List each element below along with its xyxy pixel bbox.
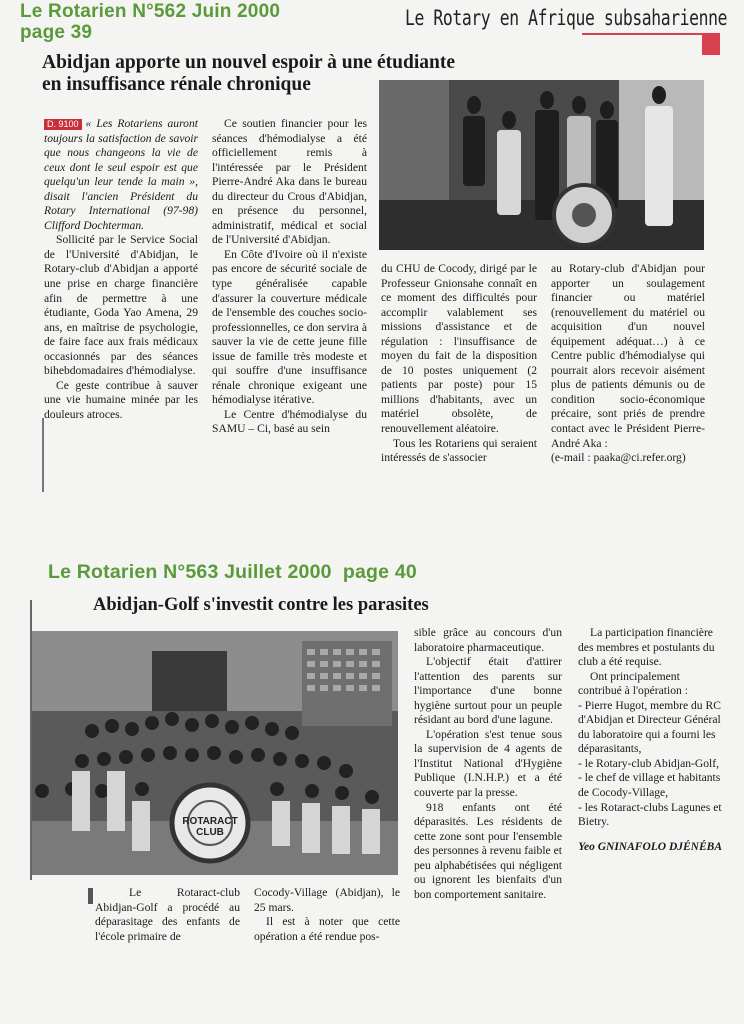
contributor-item: - Pierre Hugot, membre du RC d'Abidjan et Directeur Général du laboratoire qui a fourni les déparasitants, — [578, 698, 721, 756]
article1-title-line2: en insuffisance rénale chronique — [42, 74, 311, 95]
paragraph: L'opération s'est tenue sous la supervision de 4 agents de l'Institut National d'Hygiène Publique (I.N.H.P.) et a été couverte par la presse. — [414, 727, 562, 800]
article2-signature: Yeo GNINAFOLO DJÉNÉBA — [578, 840, 722, 853]
paragraph: En Côte d'Ivoire où il n'existe pas encore de sécurité sociale de type généralisée capable d'assurer la couverture médicale de l'ensemble des couches socio-professionnelles, ce don servira à sauver la vie de cette jeune fille issue de famille très modeste et qui souffre d'une insuffisance rénale chronique exigeant une hémodialyse itérative. — [212, 247, 367, 407]
article1-column-3 — [381, 262, 537, 466]
article1-title-line1: Abidjan apporte un nouvel espoir à une étudiante — [42, 52, 456, 73]
paragraph: au Rotary-club d'Abidjan pour apporter un soulagement financier ou matériel (renouvellement du matériel ou acquisition d'un nouvel équipement adéquat…) à ce Centre public d'hémodialyse qui pourrait alors recevoir aisément plus de patients démunis ou de condition socio-économique précaire, sont priés de prendre contact avec le Président Pierre-André Aka : — [551, 262, 705, 450]
district-tag: D. 9100 — [44, 119, 82, 130]
contributor-item: - le Rotary-club Abidjan-Golf, — [578, 756, 720, 770]
article2-title: Abidjan-Golf s'investit contre les parasites — [93, 595, 429, 615]
group-photo-image — [379, 80, 704, 250]
contributor-item: - les Rotaract-clubs Lagunes et Bietry. — [578, 800, 722, 829]
issue-header-2: Le Rotarien N°563 Juillet 2000 page 40 — [48, 561, 417, 583]
paragraph: Ce geste contribue à sauver une vie humaine minée par les douleurs atroces. — [44, 378, 198, 421]
paragraph: Cocody-Village (Abidjan), le 25 mars. — [254, 886, 400, 914]
article1-photo — [379, 80, 704, 250]
issue-header — [20, 1, 280, 43]
paragraph: sible grâce au concours d'un laboratoire pharmaceutique. — [414, 626, 562, 654]
article2-column-4 — [578, 626, 722, 854]
rotaract-club-banner: ROTARACT CLUB — [182, 816, 238, 838]
children-group-photo — [32, 631, 398, 875]
paragraph: 918 enfants ont été déparasités. Les résidents de cette zone sont pour l'ensemble des personnes à revenu faible et peu alphabétisées qui négligent ou ignorent les bienfaits d'un bon comportement sanitaire. — [414, 800, 562, 901]
column-rule — [42, 418, 44, 492]
paragraph: Il est à noter que cette opération a été rendue pos- — [254, 915, 400, 943]
article2-column-1 — [95, 886, 240, 944]
issue-title: Le Rotarien N°562 Juin 2000 — [20, 1, 281, 22]
section-title: Le Rotary en Afrique subsaharienne — [405, 6, 728, 30]
contact-email: (e-mail : paaka@ci.refer.org) — [551, 451, 686, 465]
article2-photo — [32, 631, 398, 875]
paragraph: Sollicité par le Service Social de l'Université d'Abidjan, le Rotary-club d'Abidjan a apporté une prise en charge financière afin de permettre à une étudiante, Goda Yao Amena, 29 ans, en maîtrise de psychologie, de faire face aux frais médicaux occasionnés par des séances bihebdomadaires d'hémodialyse. — [44, 233, 198, 378]
paragraph: Ce soutien financier pour les séances d'hémodialyse a été officiellement remis à l'intéressée par le Président Pierre-André Aka dans le bureau du directeur du Crous d'Abidjan, en présence du personnel, administratif, médical et social de l'Université d'Abidjan. — [212, 117, 367, 247]
contributor-item: - le chef de village et habitants de Cocody-Village, — [578, 771, 721, 800]
article1-column-1 — [44, 117, 198, 422]
section-marker — [702, 33, 720, 55]
paragraph: Tous les Rotariens qui seraient intéressés de s'associer — [381, 436, 537, 465]
paragraph: « Les Rotariens auront toujours la satisfaction de savoir que nous changeons la vie de ceux dont le seul espoir est que quelqu'un leur tende la main », disait l'ancien Président du Rotary International (97-98) Clifford Dochterman. — [44, 117, 198, 232]
paragraph: Le Centre d'hémodialyse du SAMU – Ci, basé au sein — [212, 407, 367, 436]
paragraph: Ont principalement contribué à l'opération : — [578, 669, 688, 698]
article1-column-4 — [551, 262, 705, 466]
paragraph-marker — [88, 888, 93, 904]
paragraph: Le Rotaract-club Abidjan-Golf a procédé au déparasitage des enfants de l'école primaire de — [95, 886, 240, 943]
article1-column-2 — [212, 117, 367, 437]
issue-page: page 39 — [20, 22, 93, 43]
article2-column-2 — [254, 886, 400, 944]
section-rule — [582, 33, 702, 35]
paragraph: L'objectif était d'attirer l'attention des parents sur l'importance d'une bonne hygiène surtout pour un peuple résidant au bord d'une lagune. — [414, 655, 562, 727]
paragraph: du CHU de Cocody, dirigé par le Professeur Gnionsahe connaît en ce moment des difficultés pour accomplir valablement ses missions d'assistance et de régulation : l'insuffisance de moyen du fait de la disposition de 10 postes uniquement (2 patients par poste) pour 15 millions d'habitants, avec un matériel obsolète, de renouvellement aléatoire. — [381, 262, 537, 436]
paragraph: La participation financière des membres et postulants du club a été requise. — [578, 626, 715, 669]
article2-column-3 — [414, 626, 562, 902]
